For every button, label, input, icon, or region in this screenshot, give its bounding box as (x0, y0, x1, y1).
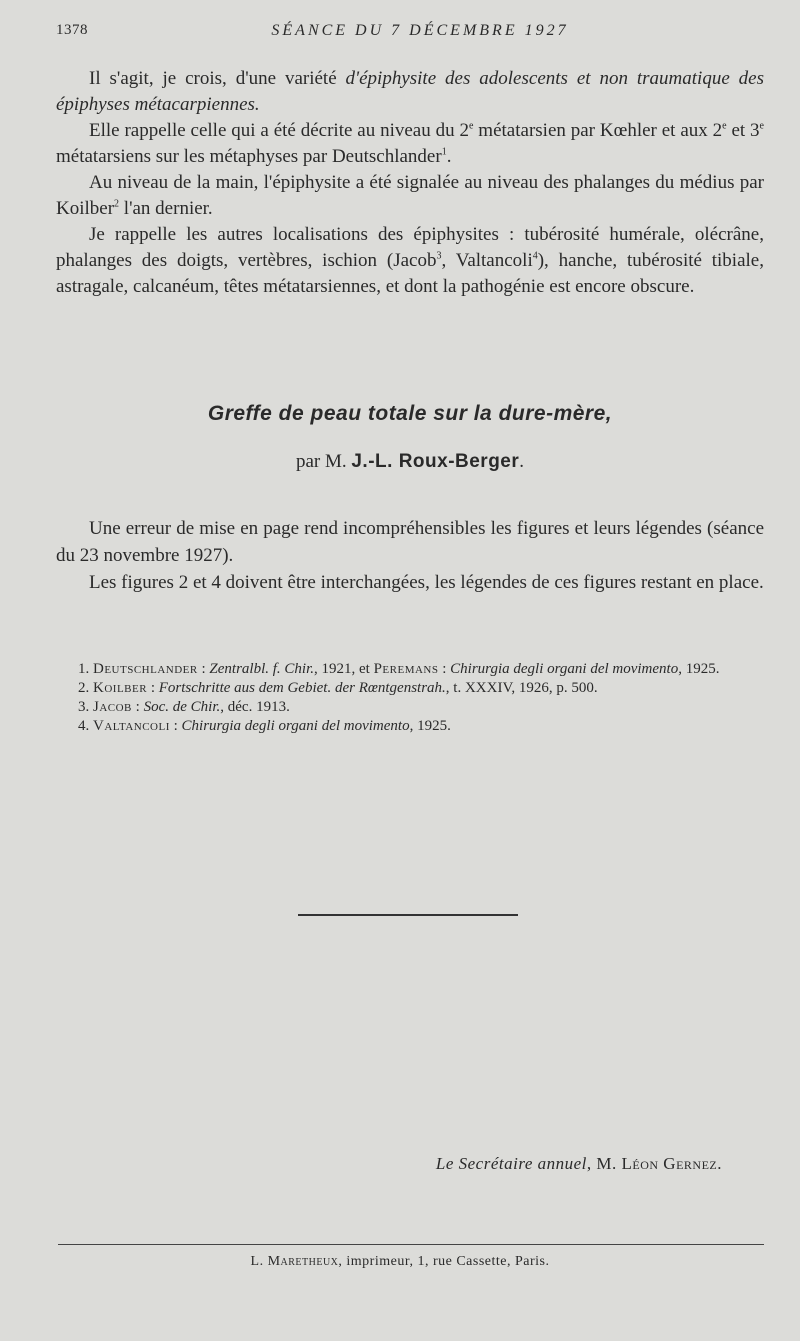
footnote-item (56, 679, 764, 698)
printer-address: , imprimeur, 1, rue Cassette, Paris. (338, 1254, 550, 1269)
footnote-number: 1. (78, 661, 93, 677)
paragraph-koehler (56, 118, 764, 170)
text-run: Au niveau de la main, l'épiphysite a été signalée au niveau des phalanges du médius par Koilber (56, 172, 764, 219)
text-run: , Valtancoli (441, 250, 533, 271)
footnote-author: Koilber (93, 680, 148, 696)
byline-end: . (519, 451, 525, 472)
printer-name: L. Maretheux (250, 1254, 339, 1269)
running-title: SÉANCE DU 7 DÉCEMBRE 1927 (271, 22, 569, 39)
printer-imprint (0, 1254, 800, 1270)
paragraph-epiphysite (56, 66, 764, 118)
text-run: métatarsiens sur les métaphyses par Deutschlander (56, 146, 442, 167)
separator: : (131, 699, 144, 715)
footnote-number: 2. (78, 680, 93, 696)
footnote-ref: 4 (532, 250, 538, 262)
section-title: Greffe de peau totale sur la dure-mère, (207, 402, 613, 425)
signature-name: Léon Gernez (621, 1154, 718, 1173)
footnote-item (56, 698, 764, 717)
text-run: Je rappelle les autres localisations des épiphysites : tubérosité humérale, olécrâne, phalanges des doigts, vertèbres, ischion (Jacob (56, 224, 764, 271)
text-run: . (446, 146, 452, 167)
text-run: et 3 (726, 120, 760, 141)
footnote-author: Deutschlander (93, 661, 198, 677)
italic-run: d'épiphysite des adolescents et non traumatique des épiphyses métacarpiennes. (56, 68, 764, 115)
byline (56, 451, 764, 473)
footnote-source: Chirurgia degli organi del movimento (181, 718, 410, 734)
main-text-block (56, 66, 764, 300)
text-run: ), hanche, tubérosité tibiale, astragale, calcanéum, têtes métatarsiennes, et dont la pathogénie est encore obscure. (56, 250, 764, 297)
footnote-detail: , 1921, et (314, 661, 374, 677)
text-run: métatarsien par Kœhler et aux 2 (473, 120, 723, 141)
paragraph-localisations (56, 222, 764, 300)
footnote-author: Jacob (93, 699, 132, 715)
separator: : (169, 718, 182, 734)
text-run: Il s'agit, je crois, d'une variété (89, 68, 346, 89)
footnote-detail: , t. XXXIV, 1926, p. 500. (445, 680, 598, 696)
footnote-ref: 3 (436, 250, 442, 262)
superscript: e (468, 120, 474, 132)
footnote-number: 3. (78, 699, 93, 715)
running-header (56, 22, 764, 44)
footer-divider (58, 1244, 764, 1245)
footnote-author: Peremans (373, 661, 439, 677)
footnotes (56, 660, 764, 736)
signature-sep: , M. (586, 1154, 622, 1173)
separator: : (438, 661, 451, 677)
signature-end: . (717, 1154, 722, 1173)
footnote-source: Chirurgia degli organi del movimento (450, 661, 679, 677)
section-divider (298, 914, 518, 916)
footnote-detail: , 1925. (409, 718, 451, 734)
footnote-detail: , déc. 1913. (220, 699, 290, 715)
signature-role: Le Secrétaire annuel (435, 1154, 587, 1173)
footnote-number: 4. (78, 718, 93, 734)
footnote-ref: 1 (441, 146, 447, 158)
text-run: Elle rappelle celle qui a été décrite au niveau du 2 (89, 120, 469, 141)
byline-prefix: par M. (295, 451, 352, 472)
footnote-source: Fortschritte aus dem Gebiet. der Rœntgenstrah. (158, 680, 446, 696)
footnote-author: Valtancoli (93, 718, 170, 734)
paragraph-figures: Les figures 2 et 4 doivent être interchangées, les légendes de ces figures restant en place. (89, 572, 764, 593)
footnote-item (56, 660, 764, 679)
footnote-item (56, 717, 764, 736)
paragraph-main (56, 170, 764, 222)
superscript: e (722, 120, 727, 132)
footnote-source: Soc. de Chir. (143, 699, 221, 715)
signature (436, 1154, 722, 1174)
paragraph-erratum: Une erreur de mise en page rend incompréhensibles les figures et leurs légendes (séance du 23 novembre 1927). (56, 518, 764, 566)
superscript: e (759, 120, 764, 132)
text-run: l'an dernier. (119, 198, 213, 219)
separator: : (197, 661, 210, 677)
footnote-source: Zentralbl. f. Chir. (209, 661, 315, 677)
separator: : (147, 680, 159, 696)
page-number: 1378 (56, 22, 88, 38)
erratum-text-block (56, 515, 764, 596)
footnote-detail: , 1925. (678, 661, 720, 677)
footnote-ref: 2 (114, 198, 120, 210)
author-name: J.-L. Roux-Berger (351, 451, 520, 472)
